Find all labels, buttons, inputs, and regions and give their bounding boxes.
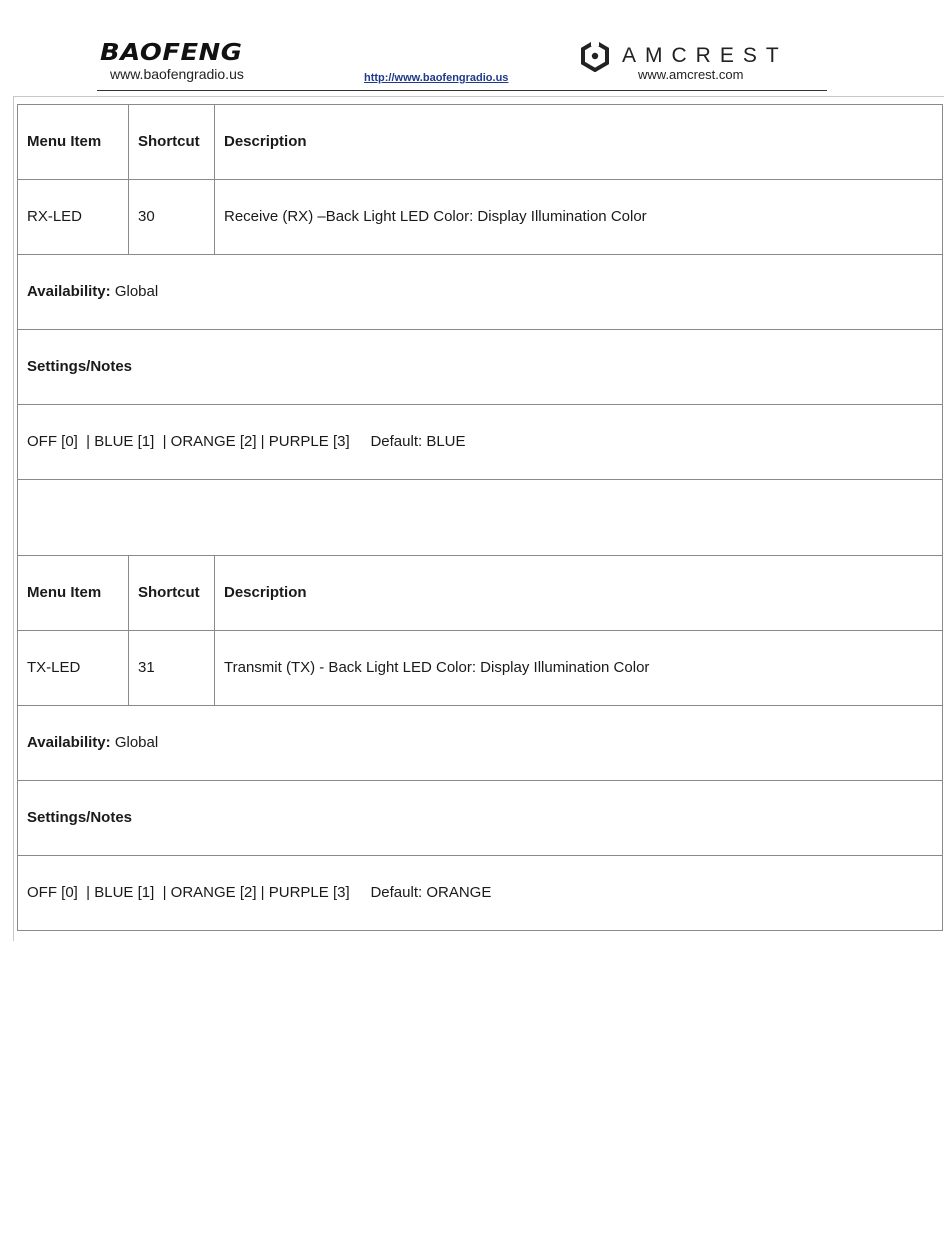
settings-header-row	[18, 781, 943, 856]
settings-values-cell: OFF [0] | BLUE [1] | ORANGE [2] | PURPLE [3] Default: BLUE	[18, 405, 943, 480]
menu-item-header: Menu Item	[18, 105, 129, 180]
settings-values-row	[18, 856, 943, 931]
description-header: Description	[215, 556, 943, 631]
settings-header-row	[18, 330, 943, 405]
availability-row	[18, 706, 943, 781]
header-divider	[97, 90, 827, 91]
spacer-cell	[18, 480, 943, 556]
settings-notes-label: Settings/Notes	[18, 330, 943, 405]
table-row	[18, 180, 943, 255]
availability-value: Global	[114, 283, 159, 300]
amcrest-url: www.amcrest.com	[638, 67, 744, 82]
shortcut-cell: 30	[129, 180, 215, 255]
shortcut-header: Shortcut	[129, 105, 215, 180]
amcrest-logo: AMCREST	[622, 44, 788, 67]
availability-cell	[18, 255, 943, 330]
website-link[interactable]: http://www.baofengradio.us	[364, 72, 509, 84]
description-cell: Receive (RX) –Back Light LED Color: Display Illumination Color	[215, 180, 943, 255]
amcrest-brand	[580, 40, 788, 82]
settings-values-row	[18, 405, 943, 480]
description-cell: Transmit (TX) - Back Light LED Color: Display Illumination Color	[215, 631, 943, 706]
availability-label: Availability:	[27, 283, 111, 300]
description-header: Description	[215, 105, 943, 180]
menu-item-cell: RX-LED	[18, 180, 129, 255]
baofeng-url: www.baofengradio.us	[110, 66, 244, 82]
table-row	[18, 631, 943, 706]
menu-item-header: Menu Item	[18, 556, 129, 631]
baofeng-brand	[100, 40, 244, 82]
settings-values-cell: OFF [0] | BLUE [1] | ORANGE [2] | PURPLE [3] Default: ORANGE	[18, 856, 943, 931]
shortcut-cell: 31	[129, 631, 215, 706]
shortcut-header: Shortcut	[129, 556, 215, 631]
menu-settings-table	[17, 104, 943, 931]
spacer-row	[18, 480, 943, 556]
baofeng-logo: BAOFENG	[100, 40, 243, 66]
availability-row	[18, 255, 943, 330]
availability-label: Availability:	[27, 734, 111, 751]
table-header-row	[18, 556, 943, 631]
page-header	[0, 0, 950, 96]
table-header-row	[18, 105, 943, 180]
menu-item-cell: TX-LED	[18, 631, 129, 706]
settings-notes-label: Settings/Notes	[18, 781, 943, 856]
availability-cell	[18, 706, 943, 781]
amcrest-hexagon-icon	[580, 40, 610, 72]
availability-value: Global	[114, 734, 159, 751]
